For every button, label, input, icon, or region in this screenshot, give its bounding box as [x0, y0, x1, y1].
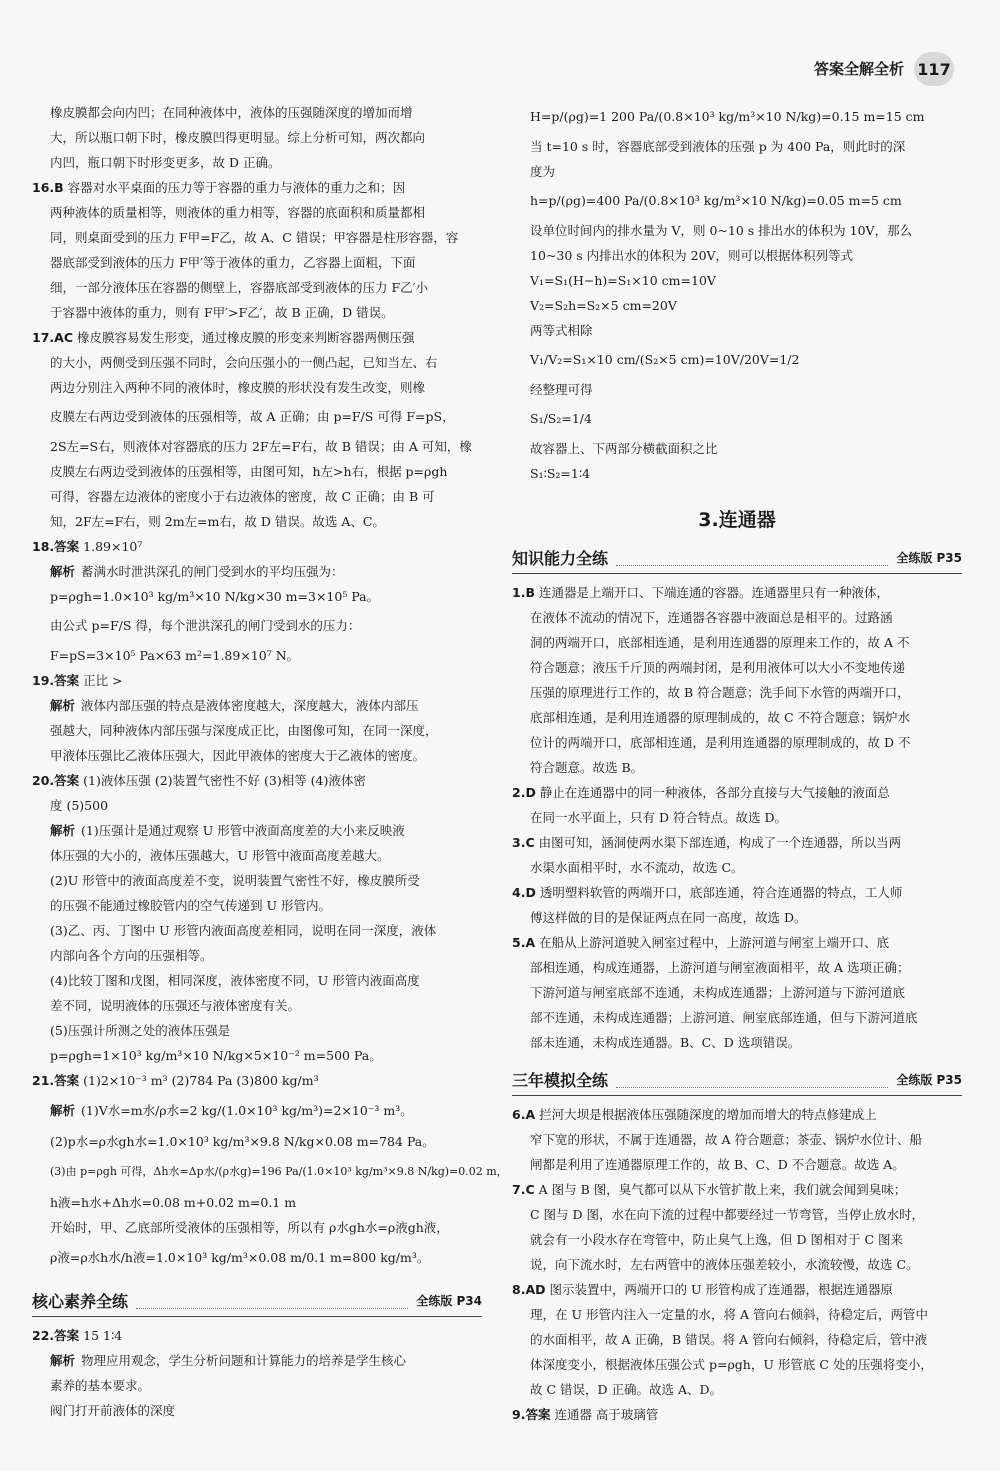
text-line: 强越大，同种液体内部压强与深度成正比，由图像可知，在同一深度， [50, 723, 438, 738]
text-line: 设单位时间内的排水量为 V，则 0~10 s 排出水的体积为 10V，那么 [530, 223, 913, 238]
text-line: 两种液体的质量相等，则液体的重力相等，容器的底面积和质量都相 [50, 205, 426, 220]
text-line: 说，向下流水时，左右两管中的液体压强差较小，水流较慢，故选 C。 [530, 1257, 919, 1272]
question-number: 18.答案 [32, 539, 80, 554]
page-number: 117 [914, 52, 954, 86]
answer-text: 度 (5)500 [50, 798, 109, 813]
equation: V₁/V₂=S₁×10 cm/(S₂×5 cm)=10V/20V=1/2 [530, 352, 800, 367]
text-line: 当 t=10 s 时，容器底部受到液体的压强 p 为 400 Pa，则此时的深 [530, 139, 906, 154]
analysis-label: 解析 [50, 823, 76, 838]
section-band-knowledge [512, 543, 962, 574]
equation: h液=h水+Δh水=0.08 m+0.02 m=0.1 m [50, 1195, 297, 1210]
text-line: 于容器中液体的重力，则有 F甲′>F乙′，故 B 正确，D 错误。 [50, 305, 394, 320]
text-line: 故 C 错误，D 正确。故选 A、D。 [530, 1382, 723, 1397]
question-number: 16.B [32, 180, 64, 195]
equation: p=ρgh=1×10³ kg/m³×10 N/kg×5×10⁻² m=500 Pa。 [50, 1048, 382, 1063]
text-line: 透明塑料软管的两端开口，底部连通，符合连通器的特点，工人师 [539, 885, 903, 900]
question-number: 19.答案 [32, 673, 80, 688]
text-line: 两边分别注入两种不同的液体时，橡皮膜的形状没有发生改变，则橡 [50, 380, 426, 395]
analysis-label: 解析 [50, 564, 76, 579]
question-number: 22.答案 [32, 1328, 80, 1343]
text-line: 的压强不能通过橡胶管内的空气传递到 U 形管内。 [50, 898, 331, 913]
equation: H=p/(ρg)=1 200 Pa/(0.8×10³ kg/m³×10 N/kg)=0.15 m=15 cm [530, 109, 925, 124]
question-number: 2.D [512, 785, 536, 800]
text-line: 洞的两端开口，底部相连通，是利用连通器的原理来工作的，故 A 不 [530, 635, 910, 650]
text-line: 两等式相除 [530, 323, 593, 338]
answer-k1 [512, 580, 962, 780]
answer-k2 [512, 780, 962, 830]
text-line: 经整理可得 [530, 382, 593, 397]
answer-text: 15 1∶4 [83, 1328, 123, 1343]
text-line: 静止在连通器中的同一种液体，各部分直接与大气接触的液面总 [539, 785, 890, 800]
answer-text: 连通器 高于玻璃管 [554, 1407, 659, 1422]
text-line: 大，所以瓶口朝下时，橡皮膜凹得更明显。综上分析可知，两次都向 [50, 130, 426, 145]
text-line: 在船从上游河道驶入闸室过程中，上游河道与闸室上端开口、底 [539, 935, 890, 950]
text-line: 橡皮膜容易发生形变，通过橡皮膜的形变来判断容器两侧压强 [76, 330, 415, 345]
text-line: 开始时，甲、乙底部所受液体的压强相等，所以有 ρ水gh水=ρ液gh液， [50, 1220, 449, 1235]
question-number: 8.AD [512, 1282, 546, 1297]
text-line: (2)U 形管中的液面高度差不变，说明装置气密性不好，橡皮膜所受 [50, 873, 420, 888]
answer-text: 正比 > [83, 673, 123, 688]
text-line: C 图与 D 图，水在向下流的过程中都要经过一节弯管，当停止放水时， [530, 1207, 925, 1222]
text-line: 部未连通，未构成连通器。B、C、D 选项错误。 [530, 1035, 801, 1050]
text-line: 知，2F左=F右，则 2m左=m右，故 D 错误。故选 A、C。 [50, 514, 385, 529]
text-line: 下游河道与闸室底部不连通，未构成连通器；上游河道与下游河道底 [530, 985, 906, 1000]
continued-answer [32, 100, 482, 175]
page-header [814, 52, 954, 86]
text-line: 由公式 p=F/S 得，每个泄洪深孔的闸门受到水的压力： [50, 618, 361, 633]
text-line: 皮膜左右两边受到液体的压强相等，故 A 正确；由 p=F/S 可得 F=pS， [50, 409, 455, 424]
answer-22-continued [512, 100, 962, 486]
text-line: 位计的两端开口，底部相连通，是利用连通器的原理制成的，故 D 不 [530, 735, 911, 750]
text-line: 故容器上、下两部分横截面积之比 [530, 441, 718, 456]
text-line: 就会有一小段水存在弯管中，防止臭气上逸，但 D 图相对于 C 图来 [530, 1232, 903, 1247]
answer-19 [32, 668, 482, 768]
answer-s9 [512, 1402, 962, 1427]
equation: S₁/S₂=1/4 [530, 411, 592, 426]
question-number: 4.D [512, 885, 536, 900]
analysis-label: 解析 [50, 1103, 76, 1118]
text-line: 在同一水平面上，只有 D 符合特点。故选 D。 [530, 810, 787, 825]
text-line: 图示装置中，两端开口的 U 形管构成了连通器，根据连通器原 [549, 1282, 893, 1297]
analysis-label: 解析 [50, 1353, 76, 1368]
band-title: 三年模拟全练 [512, 1070, 609, 1090]
answer-text: 1.89×10⁷ [83, 539, 143, 554]
band-title: 知识能力全练 [512, 548, 609, 568]
text-line: 橡皮膜都会向内凹；在同种液体中，液体的压强随深度的增加而增 [50, 105, 413, 120]
right-column [512, 100, 962, 1427]
question-number: 9.答案 [512, 1407, 551, 1422]
text-line: 甲液体压强比乙液体压强大，因此甲液体的密度大于乙液体的密度。 [50, 748, 426, 763]
equation: (3)由 p=ρgh 可得，Δh水=Δp水/(ρ水g)=196 Pa/(1.0×10³ kg/m³×9.8 N/kg)=0.02 m， [50, 1165, 508, 1178]
dotted-leader [136, 1294, 408, 1309]
equation: V₂=S₂h=S₂×5 cm=20V [530, 298, 677, 313]
header-title: 答案全解全析 [813, 59, 904, 78]
text-line: 在液体不流动的情况下，连通器各容器中液面总是相平的。过路涵 [530, 610, 893, 625]
text-line: 连通器是上端开口、下端连通的容器。连通器里只有一种液体， [538, 585, 889, 600]
text-line: 傅这样做的目的是保证两点在同一高度，故选 D。 [530, 910, 807, 925]
text-line: (1)压强计是通过观察 U 形管中液面高度差的大小来反映液 [81, 823, 405, 838]
text-line: 窄下宽的形状，不属于连通器，故 A 符合题意；茶壶、锅炉水位计、船 [530, 1132, 922, 1147]
text-line: 物理应用观念，学生分析问题和计算能力的培养是学生核心 [81, 1353, 407, 1368]
text-line: 符合题意。故选 B。 [530, 760, 644, 775]
text-line: 体深度变小，根据液体压强公式 p=ρgh，U 形管底 C 处的压强将变小， [530, 1357, 933, 1372]
text-line: (5)压强计所测之处的液体压强是 [50, 1023, 231, 1038]
dotted-leader [616, 551, 888, 566]
text-line: 阀门打开前液体的深度 [50, 1403, 176, 1418]
text-line: (4)比较丁图和戊图，相同深度，液体密度不同，U 形管内液面高度 [50, 973, 420, 988]
text-line: 可得，容器左边液体的密度小于右边液体的密度，故 C 正确；由 B 可 [50, 489, 435, 504]
text-line: 同，则桌面受到的压力 F甲=F乙，故 A、C 错误；甲容器是柱形容器，容 [50, 230, 459, 245]
band-reference: 全练版 P35 [896, 550, 962, 565]
section-band-core [32, 1286, 482, 1317]
question-number: 3.C [512, 835, 535, 850]
answer-17 [32, 325, 482, 534]
equation: V₁=S₁(H−h)=S₁×10 cm=10V [530, 273, 716, 288]
text-line: 素养的基本要求。 [50, 1378, 151, 1393]
answer-21 [32, 1068, 508, 1276]
text-line: 10~30 s 内排出水的体积为 20V，则可以根据体积列等式 [530, 248, 854, 263]
band-reference: 全练版 P35 [896, 1072, 962, 1087]
text-line: 度为 [530, 164, 556, 179]
left-column [32, 100, 508, 1423]
answer-text: (1)2×10⁻³ m³ (2)784 Pa (3)800 kg/m³ [83, 1073, 319, 1088]
question-number: 7.C [512, 1182, 535, 1197]
question-number: 20.答案 [32, 773, 80, 788]
text-line: 压强的原理进行工作的，故 B 符合题意；洗手间下水管的两端开口， [530, 685, 910, 700]
text-line: 器底部受到液体的压力 F甲′等于液体的重力，乙容器上面粗，下面 [50, 255, 416, 270]
text-line: 水渠水面相平时，水不流动，故选 C。 [530, 860, 744, 875]
equation: h=p/(ρg)=400 Pa/(0.8×10³ kg/m³×10 N/kg)=0.05 m=5 cm [530, 193, 902, 208]
band-reference: 全练版 P34 [416, 1293, 482, 1308]
equation: (2)p水=ρ水gh水=1.0×10³ kg/m³×9.8 N/kg×0.08 m=784 Pa。 [50, 1134, 435, 1149]
answer-16 [32, 175, 482, 325]
text-line: 内凹，瓶口朝下时形变更多，故 D 正确。 [50, 155, 281, 170]
band-title: 核心素养全练 [32, 1291, 129, 1311]
answer-k4 [512, 880, 962, 930]
answer-20 [32, 768, 482, 1068]
question-number: 21.答案 [32, 1073, 80, 1088]
text-line: 皮膜左右两边受到液体的压强相等，由图可知，h左>h右，根据 p=ρgh [50, 464, 448, 479]
equation: S₁∶S₂=1∶4 [530, 466, 591, 481]
question-number: 17.AC [32, 330, 73, 345]
text-line: 2S左=S右，则液体对容器底的压力 2F左=F右，故 B 错误；由 A 可知，橡 [50, 439, 472, 454]
text-line: 蓄满水时泄洪深孔的闸门受到水的平均压强为： [81, 564, 344, 579]
text-line: 闸都是利用了连通器原理工作的，故 B、C、D 不合题意。故选 A。 [530, 1157, 905, 1172]
answer-s7 [512, 1177, 962, 1277]
answer-18 [32, 534, 482, 668]
question-number: 1.B [512, 585, 535, 600]
text-line: 符合题意；液压千斤顶的两端封闭，是利用液体可以大小不变地传递 [530, 660, 906, 675]
text-line: 的大小，两侧受到压强不同时，会向压强小的一侧凸起，已知当左、右 [50, 355, 438, 370]
text-line: 的水面相平，故 A 正确，B 错误。将 A 管向右倾斜，待稳定后，管中液 [530, 1332, 928, 1347]
question-number: 6.A [512, 1107, 536, 1122]
text-line: 由图可知，涵洞使两水渠下部连通，构成了一个连通器，所以当两 [538, 835, 902, 850]
text-line: 部不连通，未构成连通器；上游河道、闸室底部连通，但与下游河道底 [530, 1010, 918, 1025]
dotted-leader [616, 1073, 888, 1088]
section-title: 3.连通器 [698, 509, 776, 531]
answer-22 [32, 1323, 482, 1423]
equation: p=ρgh=1.0×10³ kg/m³×10 N/kg×30 m=3×10⁵ Pa。 [50, 589, 380, 604]
text-line: A 图与 B 图，臭气都可以从下水管扩散上来，我们就会闻到臭味； [538, 1182, 907, 1197]
text-line: 部相连通，构成连通器，上游河道与闸室液面相平，故 A 选项正确； [530, 960, 910, 975]
text-line: 体压强的大小的，液体压强越大，U 形管中液面高度差越大。 [50, 848, 390, 863]
section-band-simulation [512, 1065, 962, 1096]
answer-k5 [512, 930, 962, 1055]
text-line: 液体内部压强的特点是液体密度越大，深度越大，液体内部压 [81, 698, 419, 713]
text-line: (3)乙、丙、丁图中 U 形管内液面高度差相同，说明在同一深度，液体 [50, 923, 437, 938]
answer-k3 [512, 830, 962, 880]
equation: F=pS=3×10⁵ Pa×63 m²=1.89×10⁷ N。 [50, 648, 300, 663]
text-line: 拦河大坝是根据液体压强随深度的增加而增大的特点修建成上 [539, 1107, 877, 1122]
text-line: 内部向各个方向的压强相等。 [50, 948, 213, 963]
text-line: 差不同，说明液体的压强还与液体密度有关。 [50, 998, 301, 1013]
text-line: 容器对水平桌面的压力等于容器的重力与液体的重力之和；因 [67, 180, 406, 195]
answer-s6 [512, 1102, 962, 1177]
question-number: 5.A [512, 935, 536, 950]
text-line: 细，一部分液体压在容器的侧壁上，容器底部受到液体的压力 F乙′小 [50, 280, 428, 295]
equation: ρ液=ρ水h水/h液=1.0×10³ kg/m³×0.08 m/0.1 m=800 kg/m³。 [50, 1250, 430, 1265]
text-line: 底部相连通，是利用连通器的原理制成的，故 C 不符合题意；锅炉水 [530, 710, 911, 725]
analysis-label: 解析 [50, 698, 76, 713]
answer-text: (1)液体压强 (2)装置气密性不好 (3)相等 (4)液体密 [83, 773, 366, 788]
text-line: 理，在 U 形管内注入一定量的水，将 A 管向右倾斜，待稳定后，两管中 [530, 1307, 928, 1322]
answer-s8 [512, 1277, 962, 1402]
equation: (1)V水=m水/ρ水=2 kg/(1.0×10³ kg/m³)=2×10⁻³ m³。 [81, 1103, 413, 1118]
